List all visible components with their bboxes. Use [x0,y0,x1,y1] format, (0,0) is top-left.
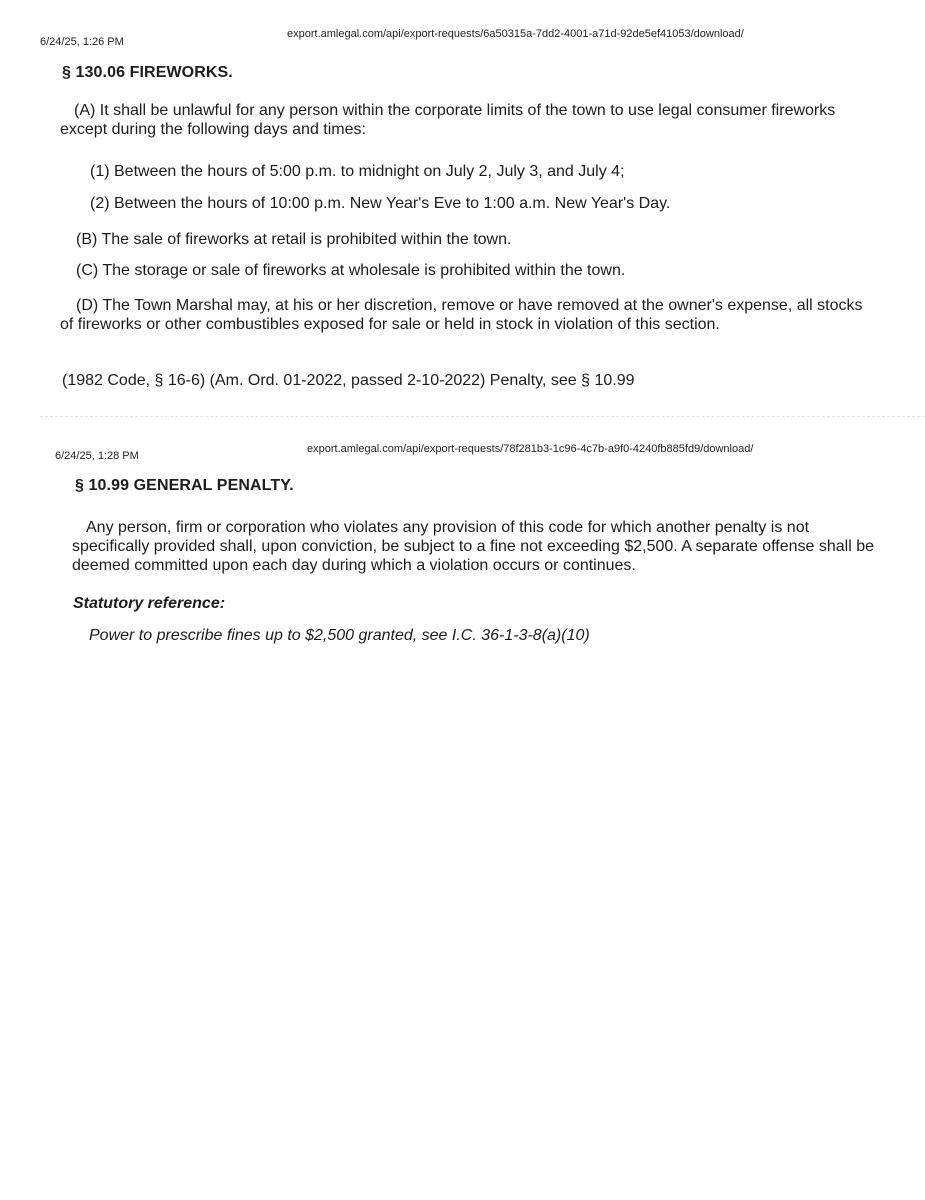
print-header-date: 6/24/25, 1:26 PM [40,36,124,48]
penalty-paragraph: Any person, firm or corporation who violates any provision of this code for which another penalty is not specifically provided shall, upon conviction, be subject to a fine not exceeding $2,500. A separate offense shall be deemed committed upon each day during which a violation occurs or continues. [72,519,875,574]
page-divider [40,416,925,417]
paragraph-b: (B) The sale of fireworks at retail is prohibited within the town. [76,231,512,248]
section-title: § 130.06 FIREWORKS. [62,64,233,81]
statutory-reference-text: Power to prescribe fines up to $2,500 granted, see I.C. 36-1-3-8(a)(10) [89,627,590,644]
paragraph-a: (A) It shall be unlawful for any person within the corporate limits of the town to use legal consumer fireworks except during the following days and times: [60,102,836,138]
history-note: (1982 Code, § 16-6) (Am. Ord. 01-2022, passed 2-10-2022) Penalty, see § 10.99 [62,372,635,389]
print-header-date-2: 6/24/25, 1:28 PM [55,450,139,462]
paragraph-c: (C) The storage or sale of fireworks at wholesale is prohibited within the town. [76,262,626,279]
statutory-reference-label: Statutory reference: [73,595,226,612]
print-header-url-2: export.amlegal.com/api/export-requests/78f281b3-1c96-4c7b-a9f0-4240fb885fd9/download/ [307,443,754,455]
list-item-2: (2) Between the hours of 10:00 p.m. New Year's Eve to 1:00 a.m. New Year's Day. [90,195,671,212]
print-header-url: export.amlegal.com/api/export-requests/6a50315a-7dd2-4001-a71d-92de5ef41053/download/ [287,28,744,40]
section-title-2: § 10.99 GENERAL PENALTY. [75,477,294,494]
list-item-1: (1) Between the hours of 5:00 p.m. to midnight on July 2, July 3, and July 4; [90,163,625,180]
paragraph-d: (D) The Town Marshal may, at his or her discretion, remove or have removed at the owner's expense, all stocks of fireworks or other combustibles exposed for sale or held in stock in violation of this section. [60,297,863,333]
